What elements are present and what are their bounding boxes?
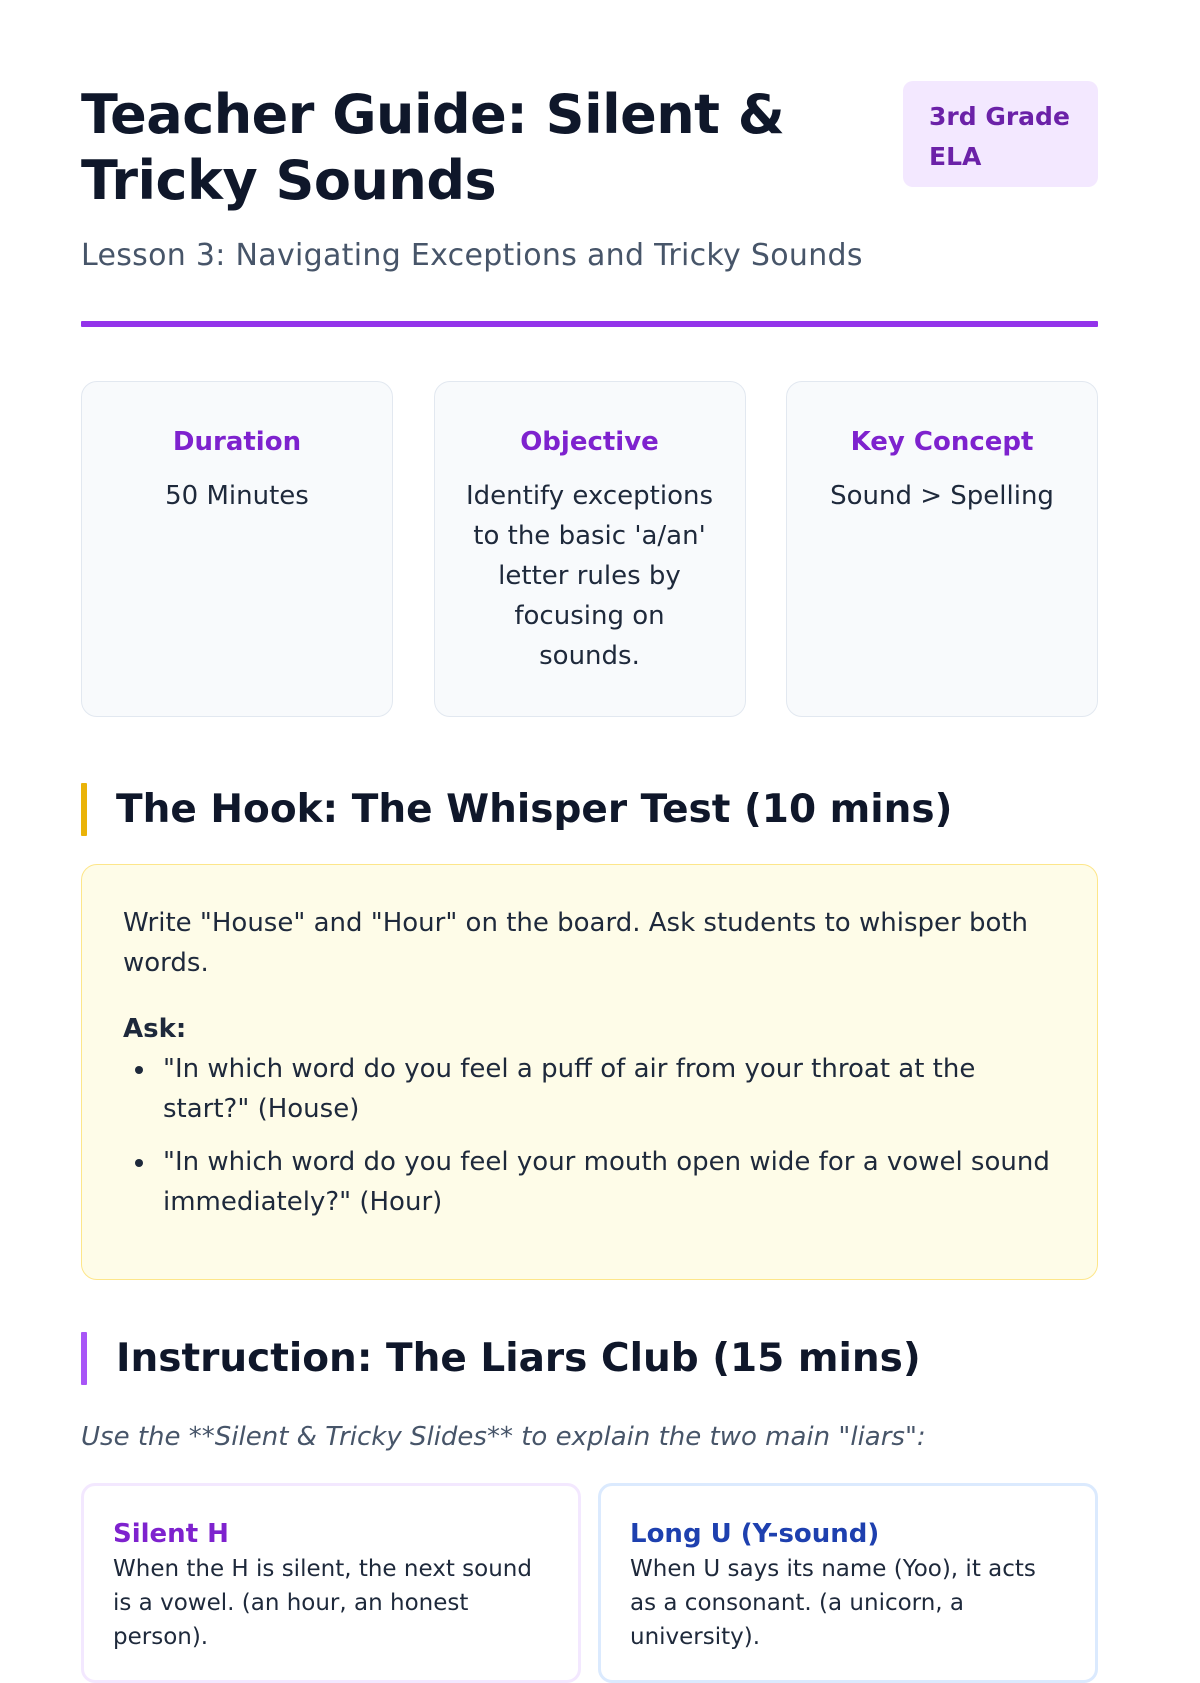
hook-section-heading (81, 783, 1098, 836)
liar-card-long-u (598, 1483, 1098, 1683)
ask-label: Ask: (123, 1014, 187, 1044)
hook-text: Write "House" and "Hour" on the board. Ask students to whisper both words. (123, 908, 1029, 978)
card-value: Sound > Spelling (830, 481, 1054, 511)
question-text: "In which word do you feel a puff of air from your throat at the start?" (House) (163, 1054, 976, 1124)
instruction-intro: Use the **Silent & Tricky Slides** to explain the two main "liars": (81, 1422, 926, 1452)
header-divider (81, 321, 1098, 327)
liar-card-silent-h (81, 1483, 581, 1683)
hook-heading: The Hook: The Whisper Test (10 mins) (116, 787, 953, 832)
overview-card-objective (434, 381, 746, 717)
list-item (123, 1049, 1057, 1129)
card-label: Key Concept (850, 427, 1034, 457)
overview-card-duration (81, 381, 393, 717)
section-accent-bar (81, 783, 87, 836)
instruction-heading: Instruction: The Liars Club (15 mins) (116, 1336, 921, 1381)
grade-badge: 3rd Grade ELA (903, 81, 1098, 187)
page-title: Teacher Guide: Silent & Tricky Sounds (81, 83, 785, 212)
page-header (81, 0, 1098, 278)
card-value: 50 Minutes (165, 481, 309, 511)
liar-card-text: When U says its name (Yoo), it acts as a consonant. (a unicorn, a university). (630, 1556, 1036, 1650)
card-value: Identify exceptions to the basic 'a/an' letter rules by focusing on sounds. (465, 481, 714, 671)
page-subtitle: Lesson 3: Navigating Exceptions and Tricky Sounds (81, 238, 863, 273)
liar-card-title: Long U (Y-sound) (630, 1519, 880, 1549)
section-accent-bar (81, 1332, 87, 1385)
bullet-icon (135, 1159, 143, 1167)
liar-card-text: When the H is silent, the next sound is a vowel. (an hour, an honest person). (113, 1556, 532, 1650)
bullet-icon (135, 1066, 143, 1074)
card-label: Objective (520, 427, 659, 457)
ask-question-list (123, 1049, 1057, 1222)
overview-cards (81, 381, 1098, 717)
card-label: Duration (172, 427, 302, 457)
overview-card-key-concept (786, 381, 1098, 717)
instruction-section-heading (81, 1332, 1098, 1385)
list-item (123, 1142, 1057, 1222)
hook-callout (81, 864, 1098, 1280)
liar-card-title: Silent H (113, 1519, 229, 1549)
question-text: "In which word do you feel your mouth open wide for a vowel sound immediately?" (Hour) (163, 1147, 1050, 1217)
liar-cards (81, 1483, 1098, 1683)
